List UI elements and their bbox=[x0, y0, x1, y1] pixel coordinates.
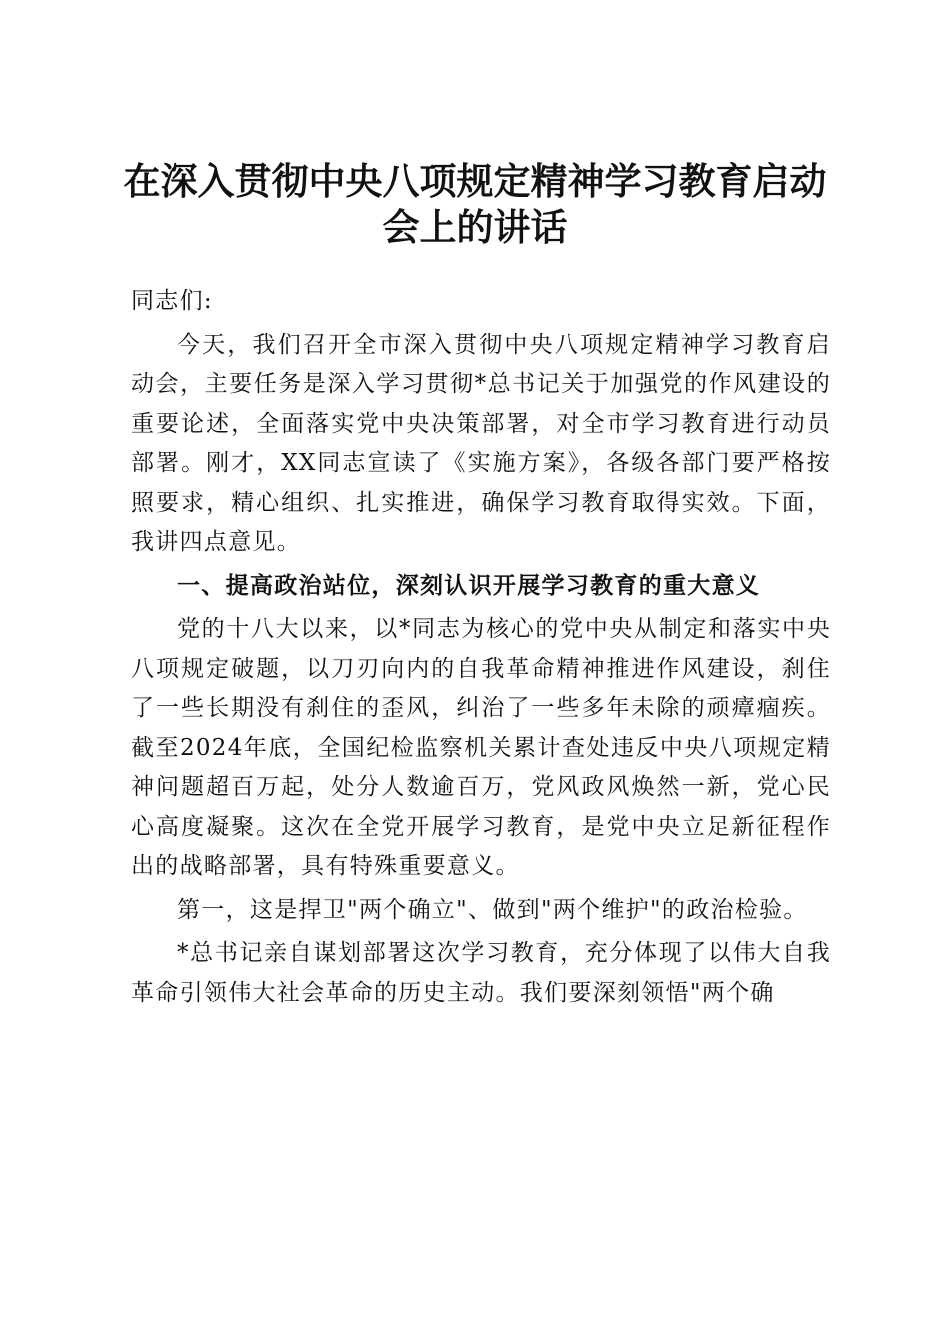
salutation: 同志们: bbox=[131, 288, 213, 314]
paragraph-opening: 今天，我们召开全市深入贯彻中央八项规定精神学习教育启动会，主要任务是深入学习贯彻*总书记关于加强党的作风建设的重要论述，全面落实党中央决策部署，对全市学习教育进行动员部署。刚才，XX同志宣读了《实施方案》，各级各部门要严格按照要求，精心组织、扎实推进，确保学习教育取得实效。下面，我讲四点意见。 bbox=[131, 331, 831, 555]
subpoint-first: 第一，这是捍卫"两个确立"、做到"两个维护"的政治检验。 bbox=[177, 896, 808, 923]
paragraph-subpoint-first: *总书记亲自谋划部署这次学习教育，充分体现了以伟大自我革命引领伟大社会革命的历史主动。我们要深刻领悟"两个确 bbox=[131, 940, 831, 1006]
section-heading-1: 一、提高政治站位，深刻认识开展学习教育的重大意义 bbox=[177, 572, 761, 599]
document-body bbox=[131, 282, 831, 1013]
paragraph-section-1: 党的十八大以来，以*同志为核心的党中央从制定和落实中央八项规定破题，以刀刃向内的自我革命精神推进作风建设，刹住了一些长期没有刹住的歪风，纠治了一些多年未除的顽瘴痼疾。截至2024年底，全国纪检监察机关累计查处违反中央八项规定精神问题超百万起，处分人数逾百万，党风政风焕然一新，党心民心高度凝聚。这次在全党开展学习教育，是党中央立足新征程作出的战略部署，具有特殊重要意义。 bbox=[131, 616, 831, 879]
document-title: 在深入贯彻中央八项规定精神学习教育启动会上的讲话 bbox=[123, 159, 827, 249]
